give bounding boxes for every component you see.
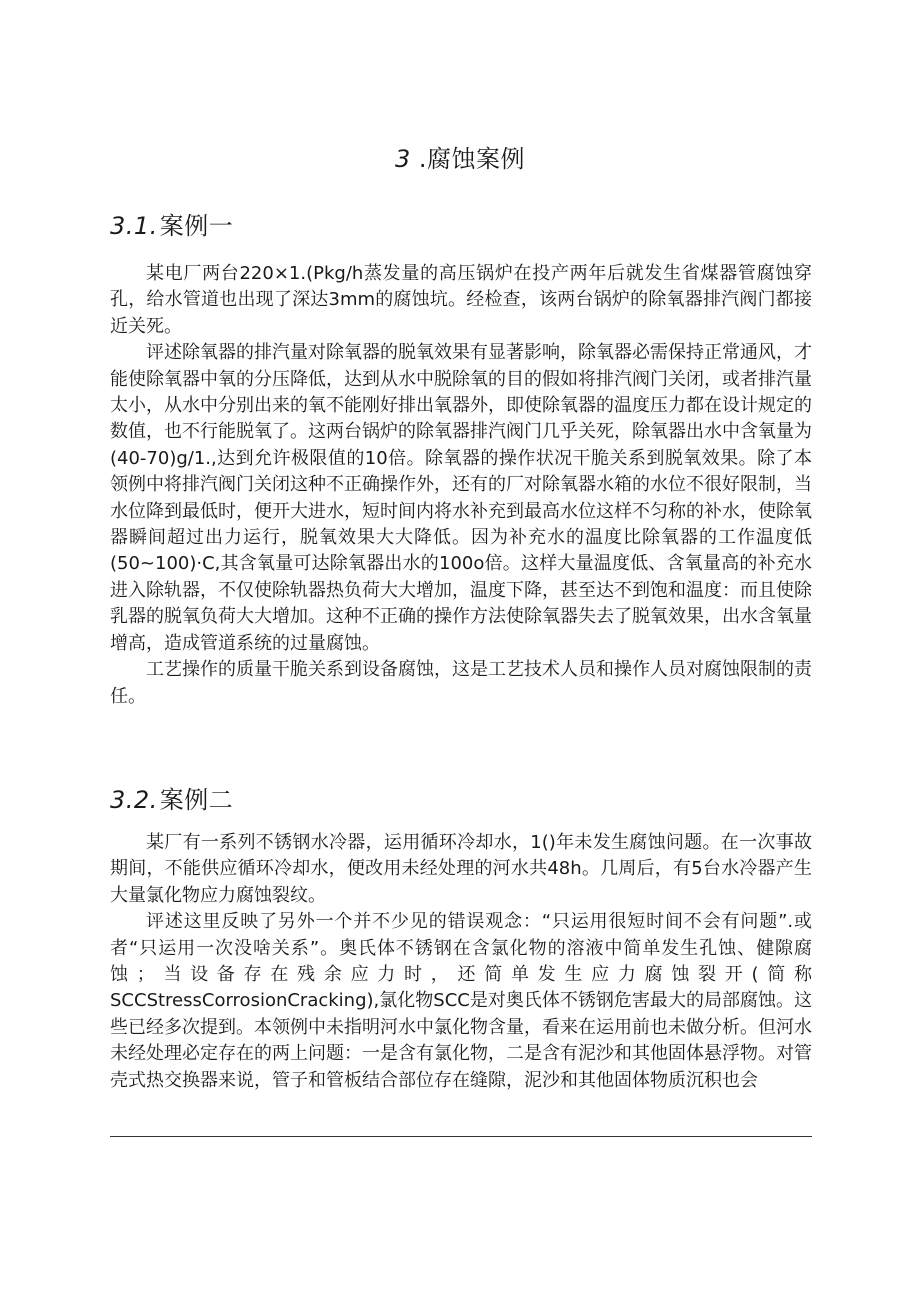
paragraph: 评述这里反映了另外一个并不少见的错误观念：“只运用很短时间不会有问题”.或者“只运用一次没啥关系”。奥氏体不锈钢在含氯化物的溶液中简单发生孔蚀、健隙腐蚀；当设备存在残余应力时，还简单发生应力腐蚀裂开(简称SCCStressCorrosionCracking),氯化物SCC是对奥氏体不锈钢危害最大的局部腐蚀。这些已经多次提到。本领例中未指明河水中氯化物含量，看来在运用前也未做分析。但河水未经处理必定存在的两上问题：一是含有氯化物，二是含有泥沙和其他固体悬浮物。对管壳式热交换器来说，管子和管板结合部位存在缝隙，泥沙和其他固体物质沉积也会 <box>110 911 812 1091</box>
section-number: 3.2. <box>110 786 158 814</box>
chapter-number: 3 <box>394 145 411 173</box>
footer-divider <box>110 1136 812 1137</box>
section-title: 案例一 <box>159 212 234 240</box>
paragraph: 某厂有一系列不锈钢水冷器，运用循环冷却水，1()年未发生腐蚀问题。在一次事故期间，不能供应循环冷却水，便改用未经处理的河水共48h。几周后，有5台水冷器产生大量氯化物应力腐蚀裂纹。 <box>110 832 812 906</box>
section-number: 3.1. <box>110 212 158 240</box>
section-body-case-1 <box>110 261 812 710</box>
section-title: 案例二 <box>159 786 234 814</box>
paragraph: 某电厂两台220×1.(Pkg/h蒸发量的高压锅炉在投产两年后就发生省煤器管腐蚀穿孔，给水管道也出现了深达3mm的腐蚀坑。经检查，该两台锅炉的除氧器排汽阀门都接近关死。 <box>110 263 812 337</box>
chapter-title-text: .腐蚀案例 <box>418 145 526 173</box>
section-heading-case-1 <box>110 211 233 241</box>
section-heading-case-2 <box>110 785 233 815</box>
paragraph: 评述除氧器的排汽量对除氧器的脱氧效果有显著影响，除氧器必需保持正常通风，才能使除氧器中氧的分压降低，达到从水中脱除氧的目的假如将排汽阀门关闭，或者排汽量太小，从水中分别出来的氧不能刚好排出氧器外，即使除氧器的温度压力都在设计规定的数值，也不行能脱氧了。这两台锅炉的除氧器排汽阀门几乎关死，除氧器出水中含氧量为(40-70)g/1.,达到允许极限值的10倍。除氧器的操作状况干脆关系到脱氧效果。除了本领例中将排汽阀门关闭这种不正确操作外，还有的厂对除氧器水箱的水位不很好限制，当水位降到最低时，便开大进水，短时间内将水补充到最高水位这样不匀称的补水，使除氧器瞬间超过出力运行，脱氧效果大大降低。因为补充水的温度比除氧器的工作温度低(50~100)·C,其含氧量可达除氧器出水的100o倍。这样大量温度低、含氧量高的补充水进入除轨器，不仅使除轨器热负荷大大增加，温度下降，甚至达不到饱和温度：而且使除乳器的脱氧负荷大大增加。这种不正确的操作方法使除氧器失去了脱氧效果，出水含氧量增高，造成管道系统的过量腐蚀。 <box>110 342 812 654</box>
paragraph: 工艺操作的质量干脆关系到设备腐蚀，这是工艺技术人员和操作人员对腐蚀限制的责任。 <box>110 659 812 707</box>
section-body-case-2 <box>110 830 812 1094</box>
chapter-title <box>0 144 920 174</box>
